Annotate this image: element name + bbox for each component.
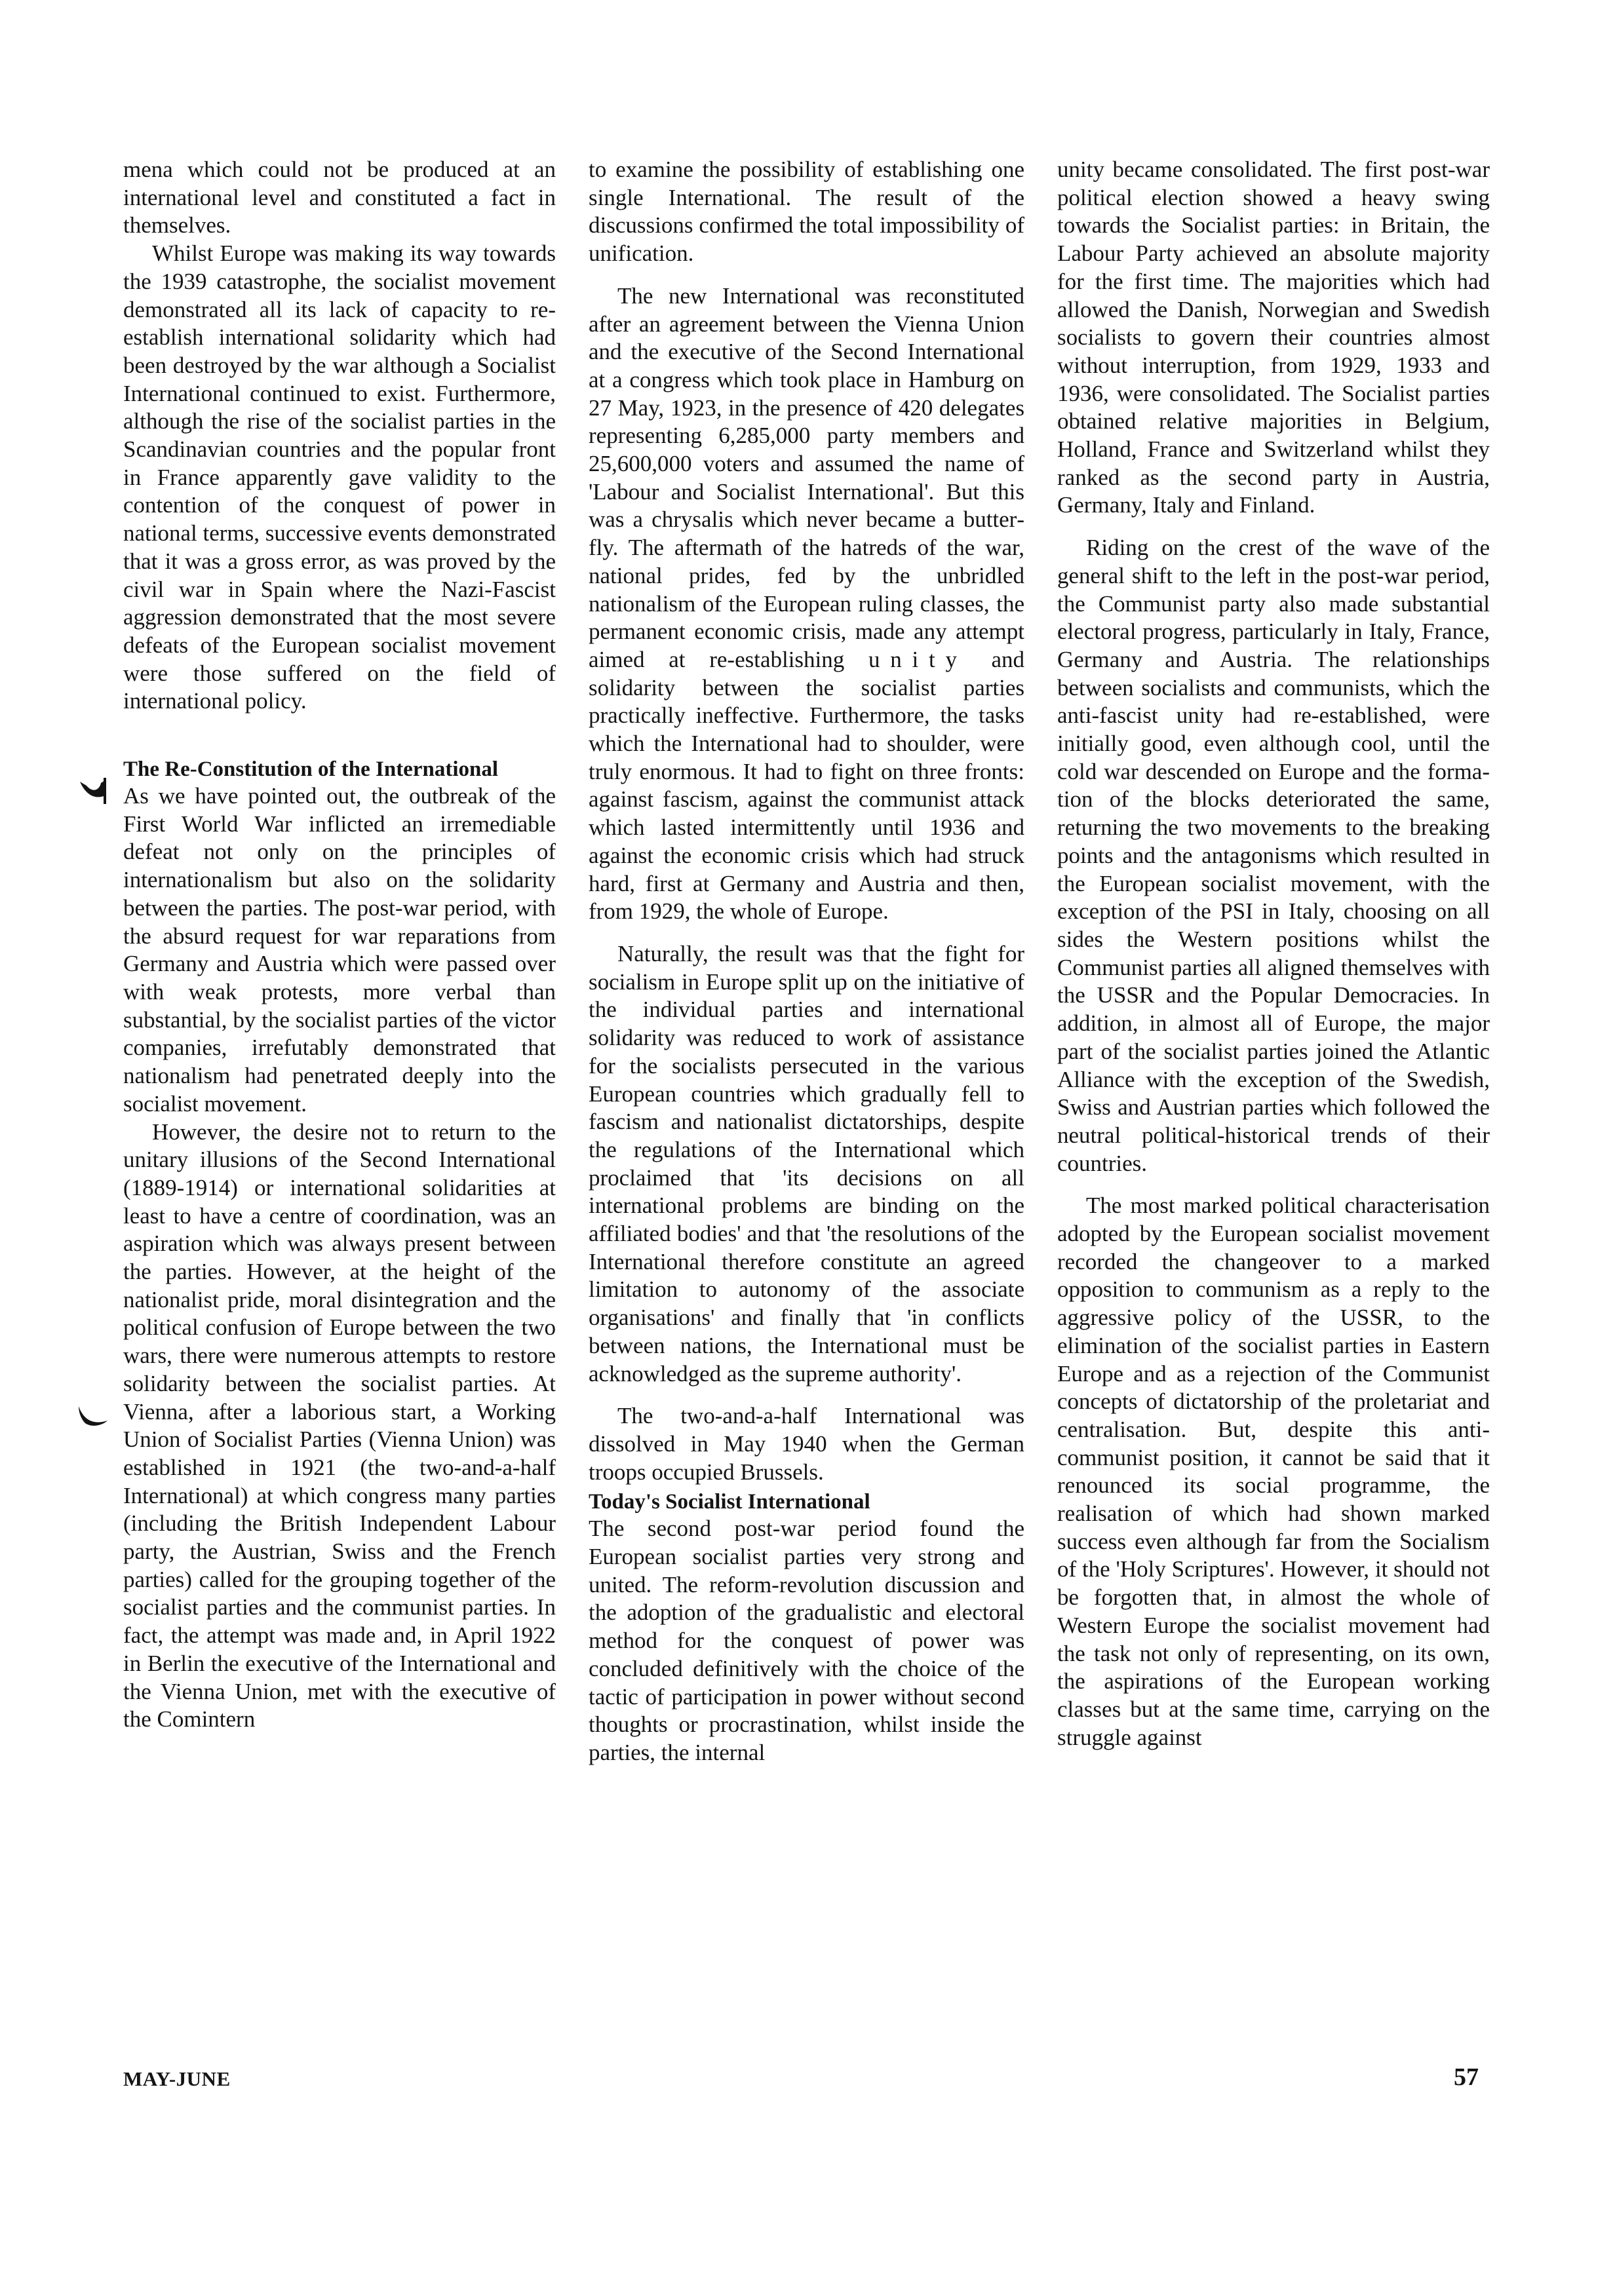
margin-ink-mark-icon	[77, 1402, 109, 1434]
section-heading-today: Today's Socialist International	[589, 1490, 870, 1514]
col2-paragraph-2	[589, 282, 1024, 926]
col2-paragraph-5: The second post-war period found the European socialist parties very strong and united. The reform-revolution discussion and the adoption of the gradualistic and electoral method for the conquest of power was concluded definitively with the choice of the tactic of participation in power without second thoughts or procrastination, whilst inside the parties, the internal	[589, 1516, 1024, 1765]
col2-paragraph-2-text: The new International was reconstituted after an agreement between the Vienna Union and the executive of the Second International at a congress which took place in Hamburg on 27 May, 1923, in the presence of 420 delegates representing 6,285,000 party members and 25,600,000 voters and assumed the name of 'Labour and Socialist International'. But this was a chrysalis which never became a butterfly. The aftermath of the hatreds of the war, national prides, fed by the unbridled nationalism of the European ruling classes, the permanent economic crisis, made any attempt aimed at re-establishing	[589, 282, 1024, 672]
column-2	[589, 156, 1024, 1767]
col1-paragraph-3: As we have pointed out, the outbreak of the First World War inflicted an irremediable defeat not only on the principles of internationalism but also on the solidarity between the parties. The post-war period, with the absurd request for war reparations from Germany and Austria which were passed over with weak protests, more verbal than substantial, by the socialist parties of the victor companies, irrefutably demonstrated that nationalism had penetrated deeply into the socialist movement.	[123, 783, 556, 1117]
col2-paragraph-3: Naturally, the result was that the fight for socialism in Europe split up on the initiative of the individual parties and international solidarity was reduced to work of assistance for the socialists persecuted in the various European countries which gradually fell to fascism and nationalist dictatorships, despite the regulations of the International which proclaimed that 'its decisions on all international problems are binding on the affiliated bodies' and that 'the resolutions of the International therefore constitute an agreed limitation to autonomy of the associate organisations' and finally that 'in conflicts between nations, the International must be acknowledged as the supreme authority'.	[589, 940, 1024, 1387]
column-1	[123, 156, 556, 1734]
col3-paragraph-2: Riding on the crest of the wave of the general shift to the left in the post-war period, the Communist party also made substantial electoral progress, particularly in Italy, France, Germany and Austria. The relationships between socialists and communists, which the anti-fascist unity had re-established, were initially good, even although cool, until the cold war descended on Europe and the formation of the blocks deteriorated the same, returning the two movements to the breaking points and the antagonisms which resulted in the European socialist movement, with the exception of the PSI in Italy, choosing on all sides the Western positions whilst the Communist parties all aligned themselves with the USSR and the Popular Democracies. In addition, in almost all of Europe, the major part of the socialist parties joined the Atlantic Alliance with the exception of the Swedish, Swiss and Austrian parties which followed the neutral political-historical trends of their countries.	[1057, 535, 1490, 1176]
section-heading-reconstitution: The Re-Constitution of the International	[123, 757, 499, 782]
footer-issue-label: MAY-JUNE	[123, 2067, 231, 2090]
margin-ink-mark-icon	[77, 776, 109, 808]
page-number: 57	[1454, 2063, 1479, 2091]
col2-paragraph-2-spaced-word: unity	[868, 646, 967, 672]
col2-paragraph-4: The two-and-a-half International was dissolved in May 1940 when the German troops occupied Brussels.	[589, 1403, 1024, 1485]
col2-paragraph-1: to examine the possibility of establishing one single International. The result of the discussions confirmed the total impossibility of unification.	[589, 157, 1024, 267]
col1-paragraph-4: However, the desire not to return to the unitary illusions of the Second International (1889-1914) or international solidarities at least to have a centre of coordination, was an aspiration which was always present between the parties. However, at the height of the nationalist pride, moral disintegration and the political confusion of Europe between the two wars, there were numerous attempts to restore solidarity between the socialist parties. At Vienna, after a laborious start, a Working Union of Socialist Parties (Vienna Union) was established in 1921 (the two-and-a-half International) at which congress many parties (including the British Independent Labour party, the Austrian, Swiss and the French parties) called for the grouping together of the socialist parties and the communist parties. In fact, the attempt was made and, in April 1922 in Berlin the executive of the International and the Vienna Union, met with the executive of the Comintern	[123, 1119, 556, 1732]
col3-paragraph-1: unity became consolidated. The first post-war political election showed a heavy swing towards the Socialist parties: in Britain, the Labour Party achieved an absolute majority for the first time. The majorities which had allowed the Danish, Norwegian and Swedish socialists to govern their countries almost without interruption, from 1929, 1933 and 1936, were consolidated. The Socialist parties obtained relative majorities in Belgium, Holland, France and Switzerland whilst they ranked as the second party in Austria, Germany, Italy and Finland.	[1057, 157, 1490, 518]
col3-paragraph-3: The most marked political characterisation adopted by the European socialist movement recorded the changeover to a marked opposition to communism as a reply to the aggressive policy of the USSR, to the elimination of the socialist parties in Eastern Europe and as a rejection of the Communist concepts of dictatorship of the proletariat and centralisation. But, despite this anti-communist position, it cannot be said that it renounced its social programme, the realisation of which had shown marked success even although far from the Socialism of the 'Holy Scriptures'. However, it should not be forgotten that, in almost the whole of Western Europe the socialist movement had the task not only of representing, on its own, the aspirations of the European working classes but at the same time, carrying on the struggle against	[1057, 1193, 1490, 1750]
column-3	[1057, 156, 1490, 1751]
col1-paragraph-2: Whilst Europe was making its way towards the 1939 catastrophe, the socialist movement demonstrated all its lack of capacity to re-establish international solidarity which had been destroyed by the war although a Socialist International continued to exist. Furthermore, although the rise of the socialist parties in the Scandinavian countries and the popular front in France apparently gave validity to the contention of the conquest of power in national terms, successive events demonstrated that it was a gross error, as was proved by the civil war in Spain where the Nazi-Fascist aggression demonstrated that the most severe defeats of the European socialist movement were those suffered on the field of international policy.	[123, 240, 556, 714]
col1-paragraph-1: mena which could not be produced at an international level and constituted a fact in themselves.	[123, 157, 556, 239]
col2-paragraph-2-rest: and solidarity between the socialist parties practically ineffective. Furthermore, the tasks which the International had to shoulder, were truly enormous. It had to fight on three fronts: against fascism, against the communist attack which lasted intermittently until 1936 and against the economic crisis which had struck hard, first at Germany and Austria and then, from 1929, the whole of Europe.	[589, 646, 1025, 925]
